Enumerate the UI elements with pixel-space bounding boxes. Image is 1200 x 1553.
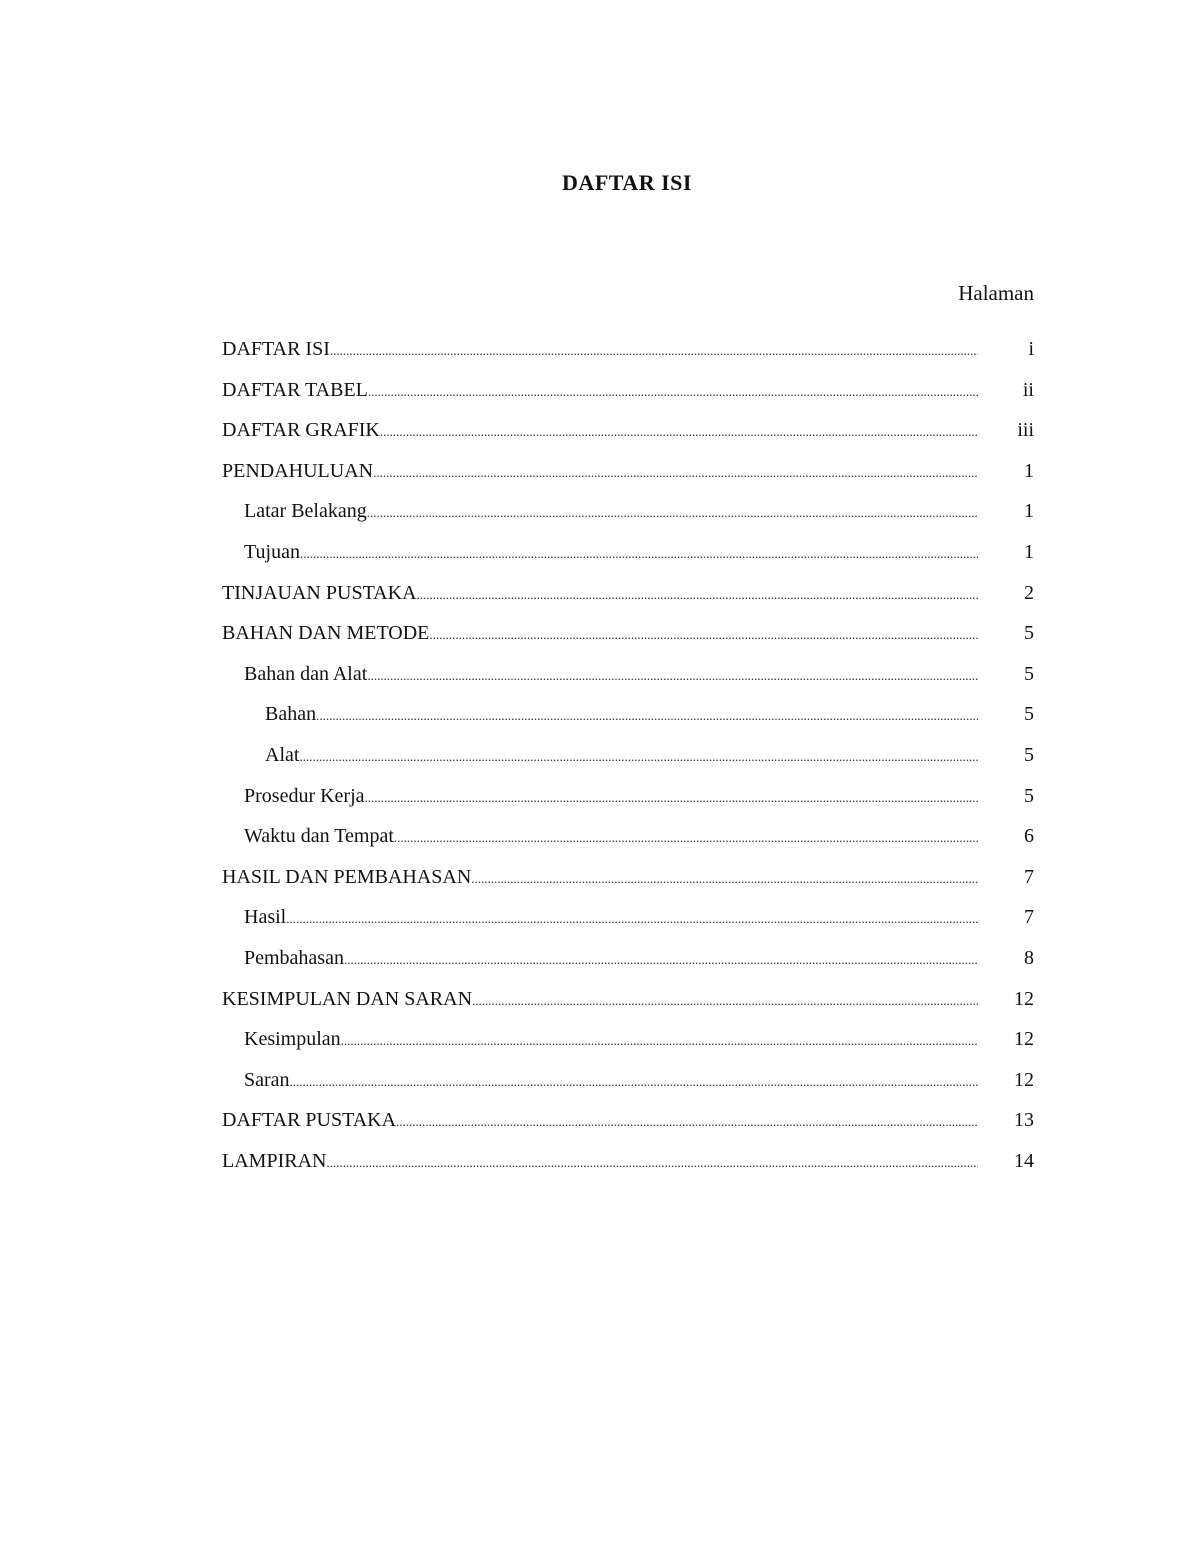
toc-entry-page: 1 (1024, 500, 1034, 523)
dot-leader (299, 743, 978, 771)
toc-entry[interactable] (222, 660, 1034, 701)
toc-entry-label: Bahan (265, 703, 317, 726)
toc-entry-label: Hasil (244, 906, 287, 929)
toc-entry-label: Saran (244, 1068, 290, 1091)
toc-entry-page: 12 (1014, 1068, 1034, 1091)
toc-entry-page: 8 (1024, 946, 1034, 969)
toc-entry-page: 7 (1024, 906, 1034, 929)
toc-entry[interactable] (222, 579, 1034, 620)
toc-entry[interactable] (222, 416, 1034, 457)
dot-leader (471, 865, 978, 893)
toc-entry[interactable] (222, 1106, 1034, 1147)
toc-entry-page: 12 (1014, 987, 1034, 1010)
toc-entry[interactable] (222, 1066, 1034, 1107)
dot-leader (344, 946, 978, 974)
toc-entry-label: Pembahasan (244, 946, 344, 969)
toc-entry[interactable] (222, 457, 1034, 498)
page-title: DAFTAR ISI (562, 170, 692, 195)
toc-entry-page: 13 (1014, 1109, 1034, 1132)
toc-entry-page: 1 (1024, 459, 1034, 482)
toc-entry[interactable] (222, 497, 1034, 538)
toc-entry-label: KESIMPULAN DAN SARAN (222, 987, 473, 1010)
dot-leader (373, 459, 978, 487)
toc-entry-label: DAFTAR ISI (222, 338, 330, 360)
toc-entry-label: DAFTAR GRAFIK (222, 419, 380, 442)
toc-entry-label: Waktu dan Tempat (244, 825, 394, 848)
toc-entry[interactable] (222, 1025, 1034, 1066)
toc-entry-page: ii (1022, 378, 1034, 401)
toc-entry-page: 5 (1024, 703, 1034, 726)
toc-entry-page: 2 (1024, 581, 1034, 604)
dot-leader (380, 418, 978, 446)
dot-leader (394, 824, 978, 852)
toc-entry-page: 5 (1024, 662, 1034, 685)
dot-leader (396, 1108, 978, 1136)
toc-entry-page: 1 (1024, 540, 1034, 563)
toc-entry-page: 7 (1024, 865, 1034, 888)
dot-leader (300, 540, 978, 568)
toc-entry[interactable] (222, 376, 1034, 417)
toc-entry[interactable] (222, 741, 1034, 782)
toc-entry[interactable] (222, 863, 1034, 904)
toc-entry[interactable] (222, 1147, 1034, 1188)
toc-entry-label: DAFTAR TABEL (222, 378, 368, 401)
toc-entry[interactable] (222, 822, 1034, 863)
dot-leader (330, 337, 978, 365)
dot-leader (326, 1149, 978, 1177)
dot-leader (341, 1027, 978, 1055)
toc-entry[interactable] (222, 335, 1034, 376)
toc-entry[interactable] (222, 538, 1034, 579)
dot-leader (367, 662, 978, 690)
toc-entry-label: Tujuan (244, 540, 300, 563)
toc-entry-label: TINJAUAN PUSTAKA (222, 581, 417, 604)
dot-leader (417, 581, 978, 609)
dot-leader (365, 784, 978, 812)
dot-leader (367, 499, 978, 527)
toc-entry-label: Kesimpulan (244, 1028, 341, 1051)
toc-entry-label: PENDAHULUAN (222, 459, 374, 482)
toc-entry-page: iii (1017, 419, 1034, 442)
dot-leader (472, 987, 978, 1015)
toc-entry[interactable] (222, 700, 1034, 741)
toc-entry-label: LAMPIRAN (222, 1149, 327, 1172)
toc-entry-label: Bahan dan Alat (244, 662, 368, 685)
toc-entry-page: 5 (1024, 622, 1034, 645)
toc-entry-page: i (1028, 338, 1034, 360)
toc-entry[interactable] (222, 985, 1034, 1026)
toc-entry[interactable] (222, 903, 1034, 944)
page-column-header: Halaman (958, 281, 1034, 305)
toc-entry-page: 5 (1024, 743, 1034, 766)
dot-leader (429, 621, 978, 649)
dot-leader (286, 905, 978, 933)
toc-entry-label: Prosedur Kerja (244, 784, 365, 807)
dot-leader (368, 378, 978, 406)
toc-entry[interactable] (222, 782, 1034, 823)
toc-entry-page: 6 (1024, 825, 1034, 848)
toc-entry-page: 5 (1024, 784, 1034, 807)
toc-entry[interactable] (222, 944, 1034, 985)
toc-entry-page: 12 (1014, 1028, 1034, 1051)
dot-leader (316, 702, 978, 730)
toc-entry-label: BAHAN DAN METODE (222, 622, 430, 645)
table-of-contents (222, 335, 1034, 1187)
toc-entry-label: DAFTAR PUSTAKA (222, 1109, 397, 1132)
toc-entry-label: Latar Belakang (244, 500, 367, 523)
dot-leader (290, 1068, 978, 1096)
toc-entry[interactable] (222, 619, 1034, 660)
toc-entry-label: HASIL DAN PEMBAHASAN (222, 865, 472, 888)
toc-entry-label: Alat (265, 743, 300, 766)
toc-entry-page: 14 (1014, 1149, 1034, 1172)
